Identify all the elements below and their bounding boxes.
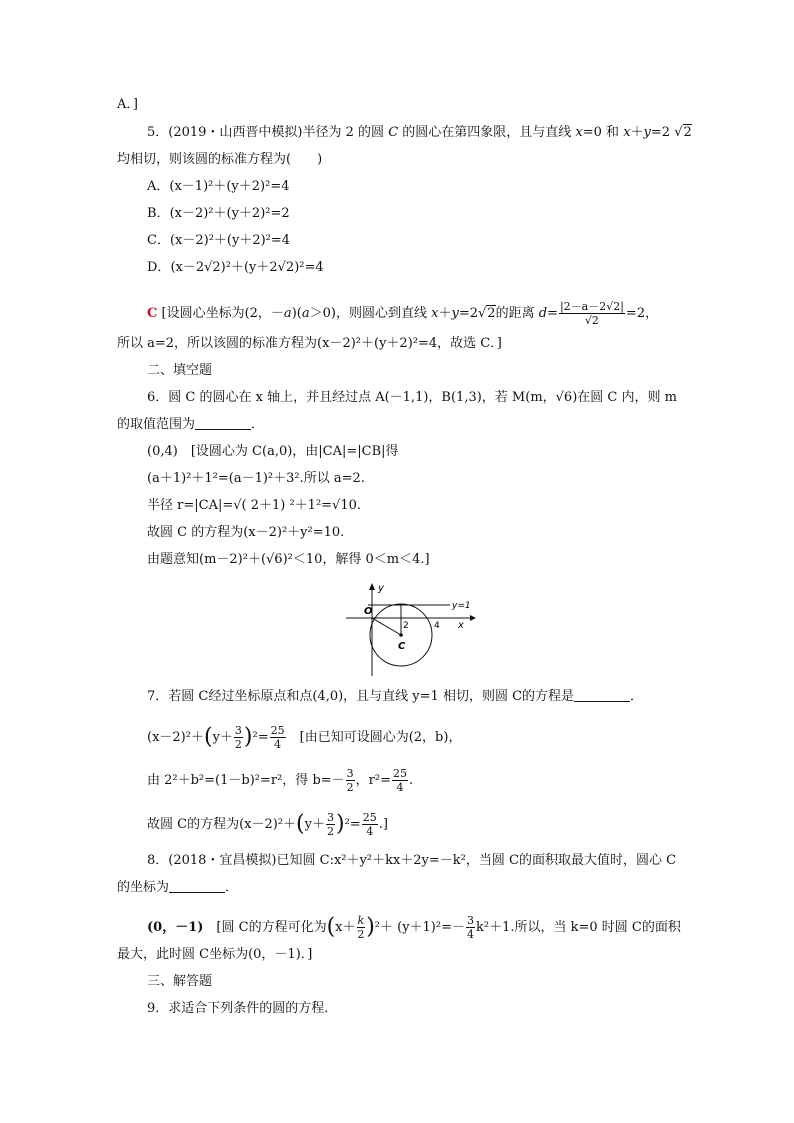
fraction-numerator: 3	[346, 767, 354, 780]
q6-explanation-1	[147, 443, 399, 461]
fraction-numerator: 25	[362, 811, 377, 824]
exp-text: ＞0)，则圆心到直线	[309, 306, 432, 321]
exp-text: (x－2)²＋	[147, 730, 204, 745]
exp-text: x＋	[335, 920, 356, 935]
q5-stem-line2: 均相切，则该圆的标准方程为( )	[117, 152, 323, 167]
fraction	[357, 914, 366, 941]
q6-stem-line2	[117, 416, 264, 434]
q5-stem-text: 的圆心在第四象限，且与直线	[398, 125, 576, 140]
option-text: (x－2)²＋(y＋2)²=4	[169, 233, 291, 248]
q6-explanation-5: 由题意知(m－2)²＋(√6)²＜10，解得 0＜m＜4.]	[147, 552, 430, 567]
fraction	[234, 724, 243, 751]
fraction	[466, 914, 475, 941]
line-label: y=1	[452, 601, 471, 611]
fraction	[270, 724, 286, 751]
q6-explanation-2: (a＋1)²＋1²=(a－1)²＋3².所以 a=2.	[147, 471, 365, 486]
fraction-numerator: |2－a－2√2|	[559, 300, 624, 313]
option-text: (x－1)²＋(y＋2)²=4	[169, 179, 290, 194]
answer-blank	[574, 689, 630, 702]
sqrt2: 2	[487, 306, 496, 321]
fraction-numerator: 25	[270, 724, 285, 737]
exp-text: =2	[458, 306, 478, 321]
fraction-numerator: 25	[392, 767, 407, 780]
q5-stem-text: =2	[650, 125, 671, 140]
fraction-numerator: 3	[467, 914, 474, 927]
exp-text: ＋	[438, 306, 452, 321]
option-text: (x－2)²＋(y＋2)²=2	[169, 206, 290, 221]
origin-label: O	[364, 606, 373, 617]
q5-stem-text: 半径为 2 的圆	[302, 125, 389, 140]
fraction-denominator: 2	[327, 825, 334, 838]
q5-option-d	[147, 259, 324, 277]
fraction-denominator: √2	[584, 314, 599, 327]
q5-source: (2019・山西晋中模拟)	[168, 125, 303, 140]
option-label: C．	[147, 233, 170, 248]
q7-explanation-2: 由 2²＋b²=(1－b)²=r²，得 b=－ $\frac{3}{2}$ ，r²= $\frac{25}{4}$ .	[147, 767, 414, 794]
fraction-denominator: 2	[234, 738, 242, 751]
q5-var: x	[575, 125, 583, 140]
fraction-denominator: 2	[357, 928, 365, 941]
q8-explanation-2: 最大，此时圆 C坐标为(0，－1)．]	[117, 947, 313, 962]
answer-blank	[195, 417, 251, 430]
fraction-denominator: 4	[396, 781, 404, 794]
y-axis-label: y	[378, 583, 384, 594]
fraction-denominator: 4	[274, 738, 282, 751]
q8-stem-text: 的坐标为	[117, 880, 170, 895]
q7-explanation-3	[147, 811, 388, 838]
q5-option-b	[147, 205, 290, 223]
distance-fraction	[559, 300, 625, 327]
q5-explanation-2: 所以 a=2，所以该圆的标准方程为(x－2)²＋(y＋2)²=4，故选 C．]	[117, 336, 502, 351]
exp-text: 的距离	[495, 306, 539, 321]
var-x: x	[431, 306, 439, 321]
var-d: d	[538, 306, 548, 321]
exp-text: k²＋1.所以，当 k=0 时圆 C的面积	[476, 920, 681, 935]
section-solutions: 三、解答题	[147, 974, 213, 989]
exp-text: [圆 C的方程可化为	[216, 920, 327, 935]
paren: )	[336, 811, 345, 837]
q8-number: 8．	[147, 853, 169, 868]
q7-explanation-1	[147, 724, 461, 751]
q6-explanation-4: 故圆 C 的方程为(x－2)²＋y²=10.	[147, 525, 345, 540]
q8-stem-text: (2018・宜昌模拟)已知圆 C:x²＋y²＋kx＋2y=－k²，当圆 C的面积取最大值时，圆心 C	[168, 853, 677, 868]
exp-text: =2，	[625, 306, 659, 321]
exp-text: y＋	[304, 817, 325, 832]
q8-explanation-1	[147, 914, 681, 941]
tick-2: 2	[403, 621, 409, 631]
q7-stem-text: 若圆 C经过坐标原点和点(4,0)，且与直线 y=1 相切，则圆 C的方程是	[168, 689, 575, 704]
q7-period: ．	[630, 689, 644, 704]
circle-figure	[340, 580, 480, 680]
q8-period: ．	[225, 880, 239, 895]
fraction-numerator: k	[357, 914, 365, 927]
option-text: (x－2√2)²＋(y＋2√2)²=4	[170, 260, 324, 275]
answer-blank	[169, 880, 225, 893]
var-a: a	[301, 306, 310, 321]
radius-to-origin	[372, 618, 401, 635]
q4-answer-tail: A．]	[117, 97, 138, 112]
fraction-numerator: 3	[234, 724, 242, 737]
y-axis-arrow	[369, 583, 375, 590]
q5-var: C	[388, 125, 399, 140]
x-axis-arrow	[470, 615, 476, 621]
q5-option-c	[147, 232, 290, 250]
q5-var: y	[643, 125, 651, 140]
q6-period: ．	[251, 417, 265, 432]
q5-number: 5．	[147, 125, 169, 140]
q7-stem	[147, 688, 643, 706]
fraction	[346, 767, 355, 794]
var-y: y	[451, 306, 459, 321]
q5-stem-text: =0 和	[582, 125, 624, 140]
option-label: A．	[147, 179, 170, 194]
x-axis-label: x	[458, 620, 464, 631]
paren: (	[203, 724, 213, 750]
exp-text: [设圆心为 C(a,0)，由|CA|=|CB|得	[190, 444, 399, 459]
fraction-denominator: 4	[467, 928, 474, 941]
fraction	[392, 767, 408, 794]
paren: )	[366, 914, 375, 940]
option-label: D．	[147, 260, 171, 275]
fraction	[362, 811, 378, 838]
exp-text: ²＋ (y＋1)²=－	[374, 920, 465, 935]
exp-text: ，r²=	[355, 773, 391, 788]
exp-text: .]	[378, 817, 388, 832]
fraction	[326, 811, 335, 838]
paren: (	[296, 811, 305, 837]
q6-answer: (0,4)	[147, 444, 178, 459]
q5-option-a	[147, 178, 289, 196]
q6-explanation-3: 半径 r=|CA|=√( 2＋1) ²＋1²=√10.	[147, 498, 362, 513]
exp-text: y＋	[212, 730, 233, 745]
q5-stem-text: ＋	[630, 125, 644, 140]
q7-number: 7．	[147, 689, 169, 704]
q8-stem	[147, 852, 676, 870]
exp-text: ²=	[344, 817, 361, 832]
q6-stem-text: 圆 C 的圆心在 x 轴上，并且经过点 A(－1,1)，B(1,3)，若 M(m，√6)在圆 C 内，则 m	[168, 390, 677, 405]
q9-stem: 9．求适合下列条件的圆的方程．	[147, 1001, 338, 1016]
q6-number: 6．	[147, 390, 169, 405]
option-label: B．	[147, 206, 170, 221]
q5-var: x	[623, 125, 631, 140]
q8-answer: (0，－1)	[147, 920, 204, 935]
fraction-denominator: 4	[366, 825, 374, 838]
exp-text: )(	[291, 306, 302, 321]
exp-text: 由 2²＋b²=(1－b)²=r²，得 b=－	[147, 773, 345, 788]
exp-text: [由已知可设圆心为(2，b)，	[299, 730, 462, 745]
tick-4: 4	[434, 621, 440, 631]
exp-text: 故圆 C的方程为(x－2)²＋	[147, 817, 297, 832]
exp-text: [设圆心坐标为(2，－	[161, 306, 284, 321]
q5-answer: C	[147, 306, 158, 321]
q5-sqrt: 2	[683, 125, 692, 140]
fraction-denominator: 2	[346, 781, 354, 794]
section-fill-in: 二、填空题	[147, 363, 213, 378]
center-point	[399, 633, 403, 637]
q6-stem-text: 的取值范围为	[117, 417, 196, 432]
q5-explanation-1: C [设圆心坐标为(2，－a)(a＞0)，则圆心到直线 x＋y=2√2的距离 d= $\frac{|2-a-2√2|}{√2}$ =2，	[147, 300, 659, 327]
q5-stem: 5．(2019・山西晋中模拟)半径为 2 的圆 C 的圆心在第四象限，且与直线 x=0 和 x＋y=2 √2	[147, 125, 692, 140]
q8-stem-line2	[117, 879, 238, 897]
exp-text: ²=	[252, 730, 269, 745]
paren: (	[326, 914, 336, 940]
var-a: a	[283, 306, 292, 321]
center-label: C	[398, 641, 406, 652]
fraction-numerator: 3	[327, 811, 334, 824]
q6-stem	[147, 389, 677, 407]
paren: )	[243, 724, 253, 750]
